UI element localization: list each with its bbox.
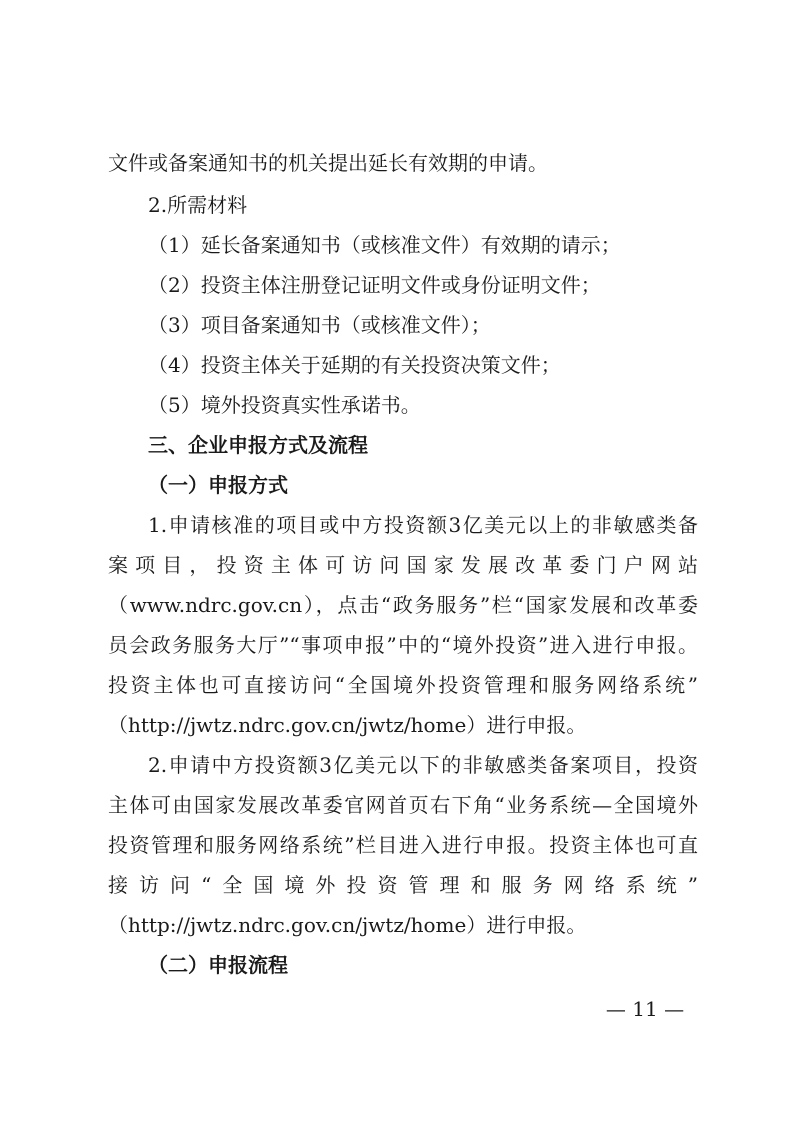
paragraph-1-line-5: 投资主体也可直接访问“全国境外投资管理和服务网络系统” xyxy=(108,673,698,697)
section-heading-materials: 2.所需材料 xyxy=(148,193,248,217)
paragraph-1-line-4: 员会政务服务大厅”“事项申报”中的“境外投资”进入进行申报。 xyxy=(108,633,698,657)
list-item-4: （4）投资主体关于延期的有关投资决策文件； xyxy=(148,353,561,377)
paragraph-2-line-1: 2.申请中方投资额3亿美元以下的非敏感类备案项目，投资 xyxy=(148,753,698,777)
paragraph-2-line-5: （http://jwtz.ndrc.gov.cn/jwtz/home）进行申报。 xyxy=(108,913,587,937)
subsection-heading-1: （一）申报方式 xyxy=(148,473,288,497)
paragraph-2-line-4: 接访问“全国境外投资管理和服务网络系统” xyxy=(108,873,698,897)
text-line-1: 文件或备案通知书的机关提出延长有效期的申请。 xyxy=(108,151,548,175)
paragraph-2-line-3: 投资管理和服务网络系统”栏目进入进行申报。投资主体也可直 xyxy=(108,833,698,857)
paragraph-1-line-3: （www.ndrc.gov.cn），点击“政务服务”栏“国家发展和改革委 xyxy=(108,593,698,617)
paragraph-1-line-1: 1.申请核准的项目或中方投资额3亿美元以上的非敏感类备 xyxy=(148,513,698,537)
list-item-3: （3）项目备案通知书（或核准文件）； xyxy=(148,313,491,337)
list-item-5: （5）境外投资真实性承诺书。 xyxy=(148,393,421,417)
list-item-2: （2）投资主体注册登记证明文件或身份证明文件； xyxy=(148,273,601,297)
paragraph-2-line-2: 主体可由国家发展改革委官网首页右下角“业务系统—全国境外 xyxy=(108,793,698,817)
paragraph-1-line-2: 案项目，投资主体可访问国家发展改革委门户网站 xyxy=(108,553,698,577)
list-item-1: （1）延长备案通知书（或核准文件）有效期的请示； xyxy=(148,233,621,257)
subsection-heading-2: （二）申报流程 xyxy=(148,953,288,977)
page-number: — 11 — xyxy=(605,997,685,1021)
section-heading-3: 三、企业申报方式及流程 xyxy=(148,433,368,457)
paragraph-1-line-6: （http://jwtz.ndrc.gov.cn/jwtz/home）进行申报。 xyxy=(108,713,587,737)
